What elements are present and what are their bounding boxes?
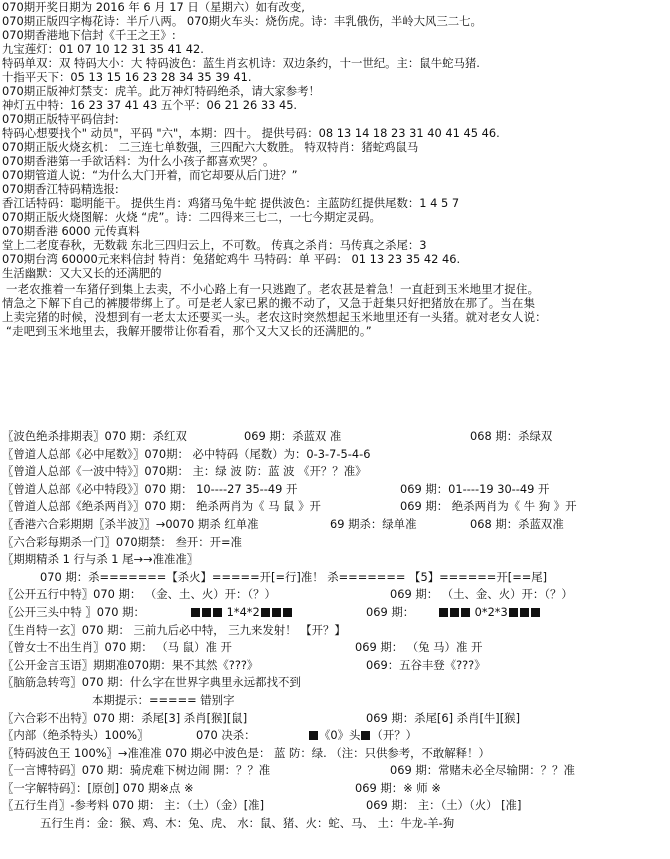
table-row [0, 569, 670, 587]
row-cell: 069 期：常赌未必全尽输開：？？准 [390, 763, 575, 778]
story-block [0, 282, 670, 338]
hk-selection-line: 香江话特码：聪明能干。 提供生肖：鸡猪马兔牛蛇 提供波色：主蓝防红提供尾数：1 4 5 7 [2, 196, 460, 210]
row-cell: 〖波色绝杀排期表〗070 期：杀红双 [2, 429, 187, 443]
table-row [0, 534, 670, 552]
row-cell: 〖曾女士不出生肖〗070 期： （马 鼠）准 开 [2, 640, 232, 655]
hk-selection-title-line: 070期香江特码精选报: [2, 182, 119, 196]
table-row [0, 692, 670, 710]
table-row [0, 710, 670, 728]
fax-content-line: 堂上二老度春秋，无数载 东北三四归云上，不可数。 传真之杀肖：马传真之杀尾：3 [2, 238, 427, 252]
row-cell: 〖公开金言玉语〗期期准070期：果不其然《???》 [2, 657, 259, 672]
row-cell: 069 期： （土、金、火）开：（？） [390, 587, 573, 602]
masked-code-070: 1*4*2 [190, 605, 293, 619]
row-cell: 〖一言博特码〗070 期：骑虎难下树边闹 開：？？准 [2, 763, 271, 778]
row-cell: 069 期：※ 师 ※ [355, 780, 441, 795]
special-code-line: 特码心想要找个" 动员"，平码 "六"，本期：四十。 提供号码：08 13 14 18 23 31 40 41 45 46. [2, 126, 500, 140]
table-row [0, 745, 670, 763]
row-cell: 〖生肖特一玄〗070 期： 三前九后必中特， 三九来发射！ 【开？】 [2, 622, 346, 637]
row-cell: 069 期：01----19 30--49 开 [400, 481, 550, 496]
row-cell: 069 期： 绝杀两肖为《 牛 狗 》开 [400, 499, 577, 514]
header-block [0, 0, 670, 280]
table-row [0, 551, 670, 569]
ten-fingers-line: 十指平天下：05 13 15 16 23 28 34 35 39 41. [2, 70, 252, 84]
fax-title-line: 070期香港 6000 元传真料 [2, 224, 140, 238]
row-cell: 069：五谷丰登《???》 [366, 657, 486, 672]
row-cell: 〖曾道人总部《绝杀两肖》〗070 期： 绝杀两肖为《 马 鼠 》开 [2, 499, 321, 514]
row-cell: 〖曾道人总部《必中尾数》〗070期： 必中特码（尾数）为：0-3-7-5-4-6 [2, 446, 371, 461]
row-cell: 069 期：杀尾[6] 杀肖[牛][猴] [366, 710, 521, 725]
row-cell: （开？） [371, 728, 417, 743]
row-cell: 〖公开三头中特 〗070 期： [2, 604, 145, 619]
envelope-title-line: 070期香港地下信封《千王之王》: [2, 28, 176, 42]
story-line-4: “走吧到玉米地里去，我解开腰带让你看看，那个又大又长的还满肥的。” [6, 324, 372, 338]
fire-picture-line: 070期正版火烧图解：火烧 “虎”。诗：二四得来三七二，一七今期定灵码。 [2, 210, 381, 224]
table-row [0, 622, 670, 640]
story-line-2: 情急之下解下自己的裤腰带绑上了。可是老人家已累的搬不动了，又急于赶集只好把猪放在那了。当在集 [2, 296, 536, 310]
table-row [0, 639, 670, 657]
table-row [0, 727, 670, 745]
flat-code-envelope-line: 070期正版特平码信封: [2, 112, 119, 126]
pipeline-saying-line: 070期管道人说：“为什么大门开着，而它却要从后门进？” [2, 168, 298, 182]
row-cell: 069 期：杀蓝双 准 [244, 429, 342, 443]
table-row [0, 762, 670, 780]
row-cell: 〖香港六合彩期期〖杀半波〗〗→0070 期杀 红单准 [2, 516, 259, 531]
row-cell: 068 期：杀绿双 [470, 429, 553, 443]
table-row [0, 797, 670, 815]
magic-lamp-line: 070期正版神灯禁支：虎羊。此万神灯特码绝杀，请大家参考！ [2, 84, 320, 98]
table-row [0, 815, 670, 833]
row-cell: 〖六合彩不出特〗070 期：杀尾[3] 杀肖[猴][鼠] [2, 710, 248, 725]
table-row [0, 498, 670, 516]
fire-mystery-line: 070期正版火烧玄机： 二三连七单数强，三四配六大数胜。 特双特肖：猪蛇鸡鼠马 [2, 140, 419, 154]
row-cell: 本期提示：===== 错别字 [92, 692, 235, 707]
table-row [0, 428, 670, 446]
row-cell [308, 728, 417, 742]
table-row [0, 516, 670, 534]
draw-date-line: 070期开奖日期为 2016 年 6 月 17 日（星期六）如有改变, [2, 0, 305, 14]
row-cell: 《0》头 [319, 728, 361, 743]
plum-poem-line: 070期正版四字梅花诗：半斤八两。 070期火车头：烧伤虎。诗：丰乳俄伤，半岭大风三二七。 [2, 14, 482, 28]
table-row [0, 674, 670, 692]
row-cell: 〖曾道人总部《必中特段》〗070 期： 10----27 35--49 开 [2, 481, 298, 496]
row-cell: 〖公开五行中特〗070 期： （金、土、火）开：（？） [2, 587, 276, 602]
row-cell: 069 期： 主：（土）（火） [准] [366, 798, 522, 813]
story-line-3: 上卖完猪的时候，没想到有一老太太还要买一头。老农这时突然想起玉米地里还有一头猪。就对老女人说： [2, 310, 547, 324]
row-cell: 069 期： （兔 马）准 开 [355, 640, 483, 655]
row-cell: 〖六合彩每期杀一门〗070期禁： 叁开：开=准 [2, 534, 242, 549]
row-cell: 068 期：杀蓝双准 [470, 516, 564, 531]
row-cell: 〖五行生肖〗-参考料 070 期： 主：（土）（金）[准] [2, 798, 265, 813]
table-row [0, 780, 670, 798]
first-hand-line: 070期香港第一手欲话料：为什么小孩子都喜欢哭？。 [2, 154, 275, 168]
table-row [0, 463, 670, 481]
row-cell: 〖脑筋急转弯〗070 期：什么字在世界字典里永远都找不到 [2, 675, 301, 690]
row-cell: 070 期：杀=======【杀火】=====开[=行]准！ 杀======= 【5】======开[==尾] [40, 569, 548, 584]
humor-title-line: 生活幽默：又大又长的还满肥的 [2, 266, 162, 280]
story-line-1: 一老农推着一车猪仔到集上去卖，不小心路上有一只逃跑了。老农甚是着急！一直赶到玉米地里才捉住。 [6, 282, 540, 296]
row-cell: 069 期： [366, 604, 415, 619]
row-cell: 〖一字解特码〗：[原创] 070 期※点 ※ [2, 780, 194, 795]
table-row [0, 481, 670, 499]
masked-code-069: 0*2*3 [438, 605, 541, 619]
row-cell: 五行生肖：金：猴、鸡、木：兔、虎、 水：鼠、猪、火：蛇、马、 土：牛龙-羊-狗 [40, 816, 455, 831]
row-cell: 〖期期精杀 1 行与杀 1 尾→→准准准〗 [2, 552, 199, 567]
row-cell: 〖特码波色王 100%〗→准准准 070 期必中波色是： 蓝 防：绿. （注：只供参考，不敢解释！） [2, 745, 490, 760]
taiwan-envelope-line: 070期台湾 60000元来料信封 特肖：兔猪蛇鸡牛 马特码：单 平码： 01 13 23 35 42 46. [2, 252, 461, 266]
table-row [0, 657, 670, 675]
odd-even-line: 特码单双：双 特码大小：大 特码波色：蓝生肖玄机诗：双边条约，十一世纪。主：鼠牛蛇马猪. [2, 56, 480, 70]
table-row [0, 586, 670, 604]
row-cell: 〖曾道人总部《一波中特》〗070期： 主：绿 波 防：蓝 波 《开？？准》 [2, 464, 367, 479]
row-cell: 〖内部（绝杀特头）100%〗 [2, 728, 149, 743]
lotus-lamp-line: 九宝莲灯：01 07 10 12 31 35 41 42. [2, 42, 204, 56]
row-cell: 69 期杀：绿单准 [330, 516, 417, 531]
table-row [0, 446, 670, 464]
table-row [0, 604, 670, 622]
row-cell: 070 决杀： [196, 728, 256, 743]
magic-lamp-numbers-line: 神灯五中特：16 23 37 41 43 五个平：06 21 26 33 45. [2, 98, 298, 112]
prediction-table [0, 428, 670, 833]
